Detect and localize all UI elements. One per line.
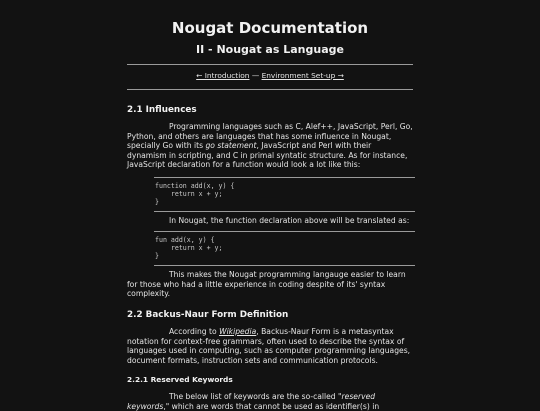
reserved-text-1b: ," which are words that cannot be used as identifier(s) in xyxy=(163,401,380,411)
chapter-nav xyxy=(127,71,413,80)
code-nougat-text: fun add(x, y) { return x + y; } xyxy=(155,236,223,261)
code-javascript-text: function add(x, y) { return x + y; } xyxy=(155,182,235,207)
influences-paragraph-3: This makes the Nougat programming langauge easier to learn for those who had a little experience in coding despite of its' syntax complexity. xyxy=(127,270,406,299)
bnf-text-1b: , Backus-Naur Form is a metasyntax notation for context-free grammars, often used to describe the syntax of languages used in computing, such as computer programming languages, document formats, instruction sets and communication protocols. xyxy=(127,327,411,365)
section-heading-influences: 2.1 Influences xyxy=(127,105,197,115)
reserved-paragraph-1 xyxy=(127,392,413,411)
prev-chapter-link[interactable]: ← Introduction xyxy=(196,71,250,80)
header-divider xyxy=(127,64,413,65)
influences-paragraph-2: In Nougat, the function declaration above will be translated as: xyxy=(169,216,410,225)
next-chapter-link[interactable]: Environment Set-up → xyxy=(261,71,344,80)
wikipedia-link[interactable]: Wikipedia xyxy=(219,327,257,336)
influences-text-1b: , JavaScript and Perl with their dynamism in scripting, and C in primal syntatic structure. As for instance, JavaScript declaration for a function would look a lot like this: xyxy=(127,141,408,170)
nav-divider xyxy=(127,89,413,90)
section-heading-reserved-keywords: 2.2.1 Reserved Keywords xyxy=(127,375,233,384)
page-title: Nougat Documentation xyxy=(171,19,369,37)
bnf-paragraph-1 xyxy=(127,327,413,365)
chapter-title: II - Nougat as Language xyxy=(196,43,344,56)
go-statement-emphasis: go statement xyxy=(205,141,257,151)
code-block-javascript xyxy=(154,177,415,212)
influences-text-1a: Programming languages such as C, Alef++, JavaScript, Perl, Go, Python, and others are languages that has some influence in Nougat, specially Go with its xyxy=(127,122,413,151)
reserved-text-1a: The below list of keywords are the so-called " xyxy=(169,392,342,401)
reserved-keywords-emphasis: reserved keywords xyxy=(127,392,376,411)
nav-separator: — xyxy=(249,71,262,80)
code-block-nougat xyxy=(154,231,415,266)
section-heading-bnf: 2.2 Backus-Naur Form Definition xyxy=(127,310,289,320)
influences-paragraph-1 xyxy=(127,122,413,170)
bnf-text-1a: According to xyxy=(169,327,220,336)
